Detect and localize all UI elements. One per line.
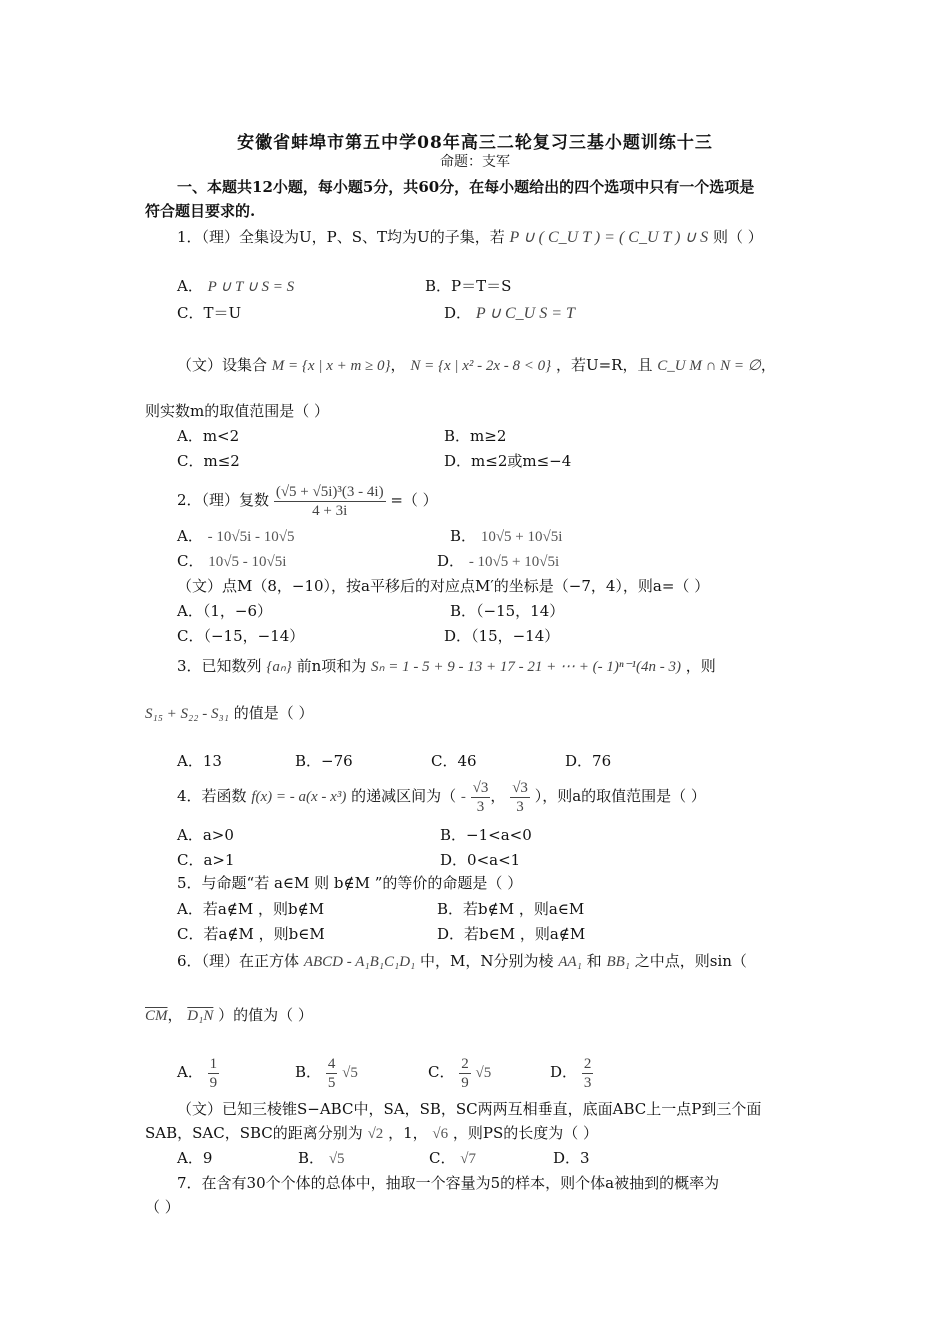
q2-option-c: C． 10√5 - 10√5i <box>177 552 287 570</box>
q2w-option-b: B．（−15，14） <box>450 602 565 620</box>
q6w-option-a: A．9 <box>177 1149 213 1167</box>
q3-stem: 3．已知数列 {aₙ} 前n项和为 Sₙ = 1 - 5 + 9 - 13 + 17 - 21 + ⋯ + (- 1)ⁿ⁻¹(4n - 3) ，则 <box>177 657 716 675</box>
q1-stem: 1．（理）全集设为U，P、S、T均为U的子集，若 P ∪ ( C_U T ) = ( C_U T ) ∪ S 则（ ） <box>177 228 763 246</box>
q2-option-d: D． - 10√5 + 10√5i <box>437 552 560 570</box>
q5-option-a: A．若a∉M ，则b∉M <box>177 900 325 918</box>
q1w-option-c: C．m≤2 <box>177 452 240 470</box>
q2w-option-a: A．（1，−6） <box>177 602 272 620</box>
q6-option-b: B． $\frac{4}{5}$ √5 <box>295 1055 358 1091</box>
q1w-stem: （文）设集合 M = {x | x + m ≥ 0}， N = {x | x² - 2x - 8 < 0} ，若U=R，且 C_U M ∩ N = ∅， <box>177 356 776 374</box>
q4-stem: 4．若函数 f(x) = - a(x - x³) 的递减区间为（ - $\frac{√3}{3}$ ， $\frac{√3}{3}$ ），则a的取值范围是（ ） <box>177 779 706 815</box>
q6w-option-d: D．3 <box>553 1149 590 1167</box>
q3-line2: S₁₅ + S₂₂ - S₃₁ 的值是（ ） <box>145 704 314 722</box>
author-line: 命题：支军 <box>440 154 510 170</box>
q3-option-b: B．−76 <box>295 752 353 770</box>
q5-stem: 5．与命题“若 a∈M 则 b∉M ”的等价的命题是（ ） <box>177 874 523 892</box>
q2w-option-d: D．（15，−14） <box>444 627 560 645</box>
q2-option-a: A． - 10√5i - 10√5 <box>177 527 295 545</box>
q7-line1: 7．在含有30个个体的总体中，抽取一个容量为5的样本，则个体a被抽到的概率为 <box>177 1174 720 1192</box>
q6-option-c: C． $\frac{2}{9}$ √5 <box>428 1055 492 1091</box>
q1-option-d: D． P ∪ C_U S = T <box>444 304 575 322</box>
q5-option-c: C．若a∉M ，则b∈M <box>177 925 325 943</box>
q1w-option-d: D．m≤2或m≤−4 <box>444 452 572 470</box>
q6w-option-b: B． √5 <box>298 1149 345 1167</box>
q4-lower-bound: $\frac{√3}{3}$ <box>472 779 489 815</box>
q4-option-c: C．a>1 <box>177 851 235 869</box>
q4-option-d: D．0<a<1 <box>440 851 521 869</box>
q7-line2: （ ） <box>145 1198 180 1216</box>
q4-option-a: A．a>0 <box>177 826 234 844</box>
q1-option-c: C．T＝U <box>177 304 242 322</box>
q2-stem: 2．（理）复数 $\frac{\text{(√5 + √5i)³(3 - 4i)}}{4 + 3i}$ =（ ） <box>177 483 438 519</box>
q5-option-d: D．若b∈M ，则a∉M <box>437 925 586 943</box>
q1-expression: P ∪ ( C_U T ) = ( C_U T ) ∪ S <box>509 229 709 246</box>
q1-option-a: A． P ∪ T ∪ S = S <box>177 277 295 295</box>
q4-option-b: B．−1<a<0 <box>440 826 532 844</box>
page-title: 安徽省蚌埠市第五中学08年高三二轮复习三基小题训练十三 <box>237 133 713 153</box>
q2w-stem: （文）点M（8，−10），按a平移后的对应点M′的坐标是（−7，4），则a=（ ） <box>177 577 710 595</box>
q2-option-b: B． 10√5 + 10√5i <box>450 527 563 545</box>
q6-stem: 6．（理）在正方体 ABCD - A₁B₁C₁D₁ 中，M，N分别为棱 AA₁ 和 BB₁ 之中点，则sin（ <box>177 952 747 970</box>
q3-option-d: D．76 <box>565 752 612 770</box>
q1w-option-b: B．m≥2 <box>444 427 507 445</box>
q6w-line2: SAB，SAC，SBC的距离分别为 √2 ，1， √6 ，则PS的长度为（ ） <box>145 1124 599 1142</box>
q2-fraction: $\frac{\text{(√5 + √5i)³(3 - 4i)}}{4 + 3i}$ <box>275 483 384 519</box>
section-instruction-2: 符合题目要求的. <box>145 202 256 220</box>
q6-line2: $\overline{CM}$， D₁N ）的值为（ ） <box>145 1006 313 1024</box>
q2w-option-c: C．（−15，−14） <box>177 627 305 645</box>
q6-option-a: A． $\frac{1}{9}$ <box>177 1055 218 1091</box>
q6w-line1: （文）已知三棱锥S−ABC中，SA，SB，SC两两互相垂直，底面ABC上一点P到三个面 <box>177 1100 762 1118</box>
q1w-line2: 则实数m的取值范围是（ ） <box>145 402 329 420</box>
q1-option-b: B．P＝T＝S <box>425 277 512 295</box>
q3-option-c: C．46 <box>431 752 477 770</box>
q5-option-b: B．若b∉M ，则a∈M <box>437 900 585 918</box>
q3-sum-expression: Sₙ = 1 - 5 + 9 - 13 + 17 - 21 + ⋯ + (- 1)ⁿ⁻¹(4n - 3) <box>371 659 681 675</box>
q6-option-d: D． $\frac{2}{3}$ <box>550 1055 592 1091</box>
section-instruction-1: 一、本题共12小题，每小题5分，共60分，在每小题给出的四个选项中只有一个选项是 <box>177 178 755 196</box>
q4-upper-bound: $\frac{√3}{3}$ <box>512 779 528 815</box>
q3-option-a: A．13 <box>177 752 222 770</box>
q6w-option-c: C． √7 <box>429 1149 476 1167</box>
q1w-option-a: A．m<2 <box>177 427 240 445</box>
